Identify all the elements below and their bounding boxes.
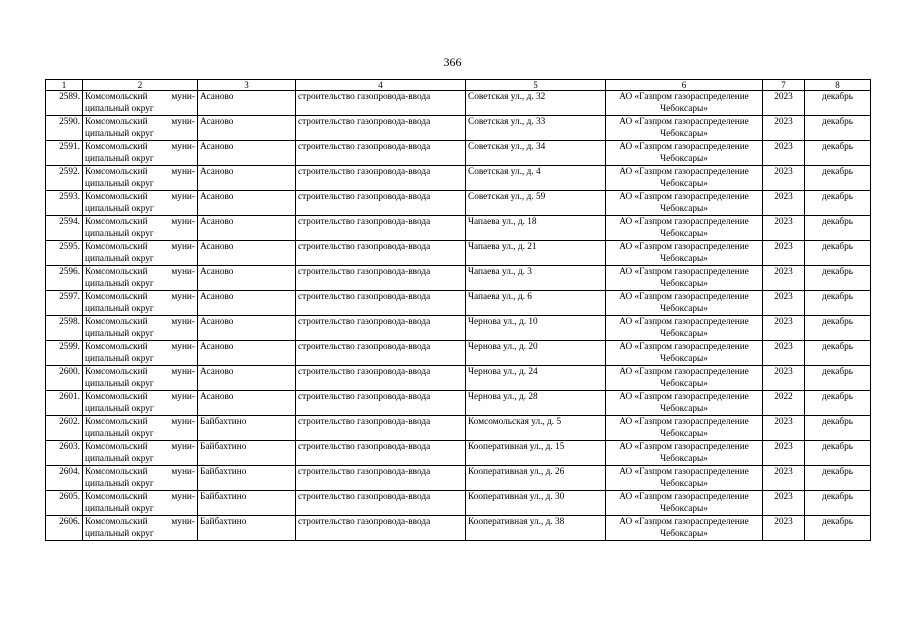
work-type-cell: строительство газопровода-ввода xyxy=(296,366,466,391)
district-hyphenated: муни- xyxy=(171,167,195,177)
work-type-cell: строительство газопровода-ввода xyxy=(296,191,466,216)
organization-cell xyxy=(606,141,763,166)
settlement-cell: Байбахтино xyxy=(198,516,296,541)
organization-cell xyxy=(606,391,763,416)
district-hyphenated: муни- xyxy=(171,417,195,427)
month-cell: декабрь xyxy=(805,291,871,316)
organization-cell xyxy=(606,216,763,241)
org-line1: АО «Газпром газораспределение xyxy=(619,292,749,302)
table-row xyxy=(46,341,871,366)
district-hyphenated: муни- xyxy=(171,442,195,452)
organization-cell xyxy=(606,416,763,441)
address-cell: Чернова ул., д. 24 xyxy=(466,366,606,391)
table-row xyxy=(46,441,871,466)
district-line2: ципальный округ xyxy=(85,329,154,339)
year-cell: 2023 xyxy=(763,341,805,366)
organization-cell xyxy=(606,516,763,541)
settlement-cell: Байбахтино xyxy=(198,466,296,491)
address-cell: Кооперативная ул., д. 30 xyxy=(466,491,606,516)
month-cell: декабрь xyxy=(805,316,871,341)
work-type-cell: строительство газопровода-ввода xyxy=(296,166,466,191)
address-cell: Кооперативная ул., д. 38 xyxy=(466,516,606,541)
org-line2: Чебоксары» xyxy=(660,429,708,439)
year-cell: 2023 xyxy=(763,91,805,116)
settlement-cell: Байбахтино xyxy=(198,441,296,466)
district-cell xyxy=(83,91,198,116)
month-cell: декабрь xyxy=(805,266,871,291)
org-line1: АО «Газпром газораспределение xyxy=(619,517,749,527)
work-type-cell: строительство газопровода-ввода xyxy=(296,466,466,491)
address-cell: Чапаева ул., д. 18 xyxy=(466,216,606,241)
district-hyphenated: муни- xyxy=(171,92,195,102)
year-cell: 2023 xyxy=(763,466,805,491)
org-line1: АО «Газпром газораспределение xyxy=(619,367,749,377)
settlement-cell: Асаново xyxy=(198,216,296,241)
address-cell: Комсомольская ул., д. 5 xyxy=(466,416,606,441)
settlement-cell: Асаново xyxy=(198,241,296,266)
org-line1: АО «Газпром газораспределение xyxy=(619,167,749,177)
district-hyphenated: муни- xyxy=(171,492,195,502)
district-cell xyxy=(83,216,198,241)
org-line1: АО «Газпром газораспределение xyxy=(619,442,749,452)
district-hyphenated: муни- xyxy=(171,517,195,527)
district-line2: ципальный округ xyxy=(85,454,154,464)
row-number: 2590. xyxy=(46,116,83,141)
settlement-cell: Асаново xyxy=(198,266,296,291)
row-number: 2595. xyxy=(46,241,83,266)
settlement-cell: Асаново xyxy=(198,391,296,416)
column-header: 6 xyxy=(606,80,763,91)
row-number: 2598. xyxy=(46,316,83,341)
org-line2: Чебоксары» xyxy=(660,104,708,114)
district-line2: ципальный округ xyxy=(85,104,154,114)
district-line2: ципальный округ xyxy=(85,379,154,389)
organization-cell xyxy=(606,266,763,291)
table-row xyxy=(46,291,871,316)
year-cell: 2023 xyxy=(763,516,805,541)
row-number: 2597. xyxy=(46,291,83,316)
district-cell xyxy=(83,316,198,341)
month-cell: декабрь xyxy=(805,191,871,216)
row-number: 2603. xyxy=(46,441,83,466)
year-cell: 2023 xyxy=(763,491,805,516)
org-line2: Чебоксары» xyxy=(660,229,708,239)
month-cell: декабрь xyxy=(805,391,871,416)
organization-cell xyxy=(606,366,763,391)
year-cell: 2023 xyxy=(763,291,805,316)
district-line2: ципальный округ xyxy=(85,304,154,314)
district-word: Комсомольский xyxy=(85,242,148,252)
org-line2: Чебоксары» xyxy=(660,254,708,264)
district-cell xyxy=(83,266,198,291)
organization-cell xyxy=(606,166,763,191)
month-cell: декабрь xyxy=(805,116,871,141)
address-cell: Чернова ул., д. 20 xyxy=(466,341,606,366)
org-line1: АО «Газпром газораспределение xyxy=(619,317,749,327)
table-row xyxy=(46,366,871,391)
district-word: Комсомольский xyxy=(85,342,148,352)
table-row xyxy=(46,491,871,516)
work-type-cell: строительство газопровода-ввода xyxy=(296,116,466,141)
work-type-cell: строительство газопровода-ввода xyxy=(296,441,466,466)
district-cell xyxy=(83,241,198,266)
district-hyphenated: муни- xyxy=(171,392,195,402)
district-word: Комсомольский xyxy=(85,317,148,327)
district-cell xyxy=(83,391,198,416)
district-line2: ципальный округ xyxy=(85,179,154,189)
org-line2: Чебоксары» xyxy=(660,304,708,314)
organization-cell xyxy=(606,241,763,266)
month-cell: декабрь xyxy=(805,466,871,491)
row-number: 2592. xyxy=(46,166,83,191)
organization-cell xyxy=(606,116,763,141)
month-cell: декабрь xyxy=(805,141,871,166)
organization-cell xyxy=(606,316,763,341)
column-header: 7 xyxy=(763,80,805,91)
organization-cell xyxy=(606,191,763,216)
district-cell xyxy=(83,466,198,491)
org-line1: АО «Газпром газораспределение xyxy=(619,192,749,202)
address-cell: Чапаева ул., д. 21 xyxy=(466,241,606,266)
address-cell: Советская ул., д. 59 xyxy=(466,191,606,216)
table-row xyxy=(46,391,871,416)
org-line2: Чебоксары» xyxy=(660,329,708,339)
district-word: Комсомольский xyxy=(85,167,148,177)
district-word: Комсомольский xyxy=(85,442,148,452)
district-hyphenated: муни- xyxy=(171,192,195,202)
org-line1: АО «Газпром газораспределение xyxy=(619,492,749,502)
org-line1: АО «Газпром газораспределение xyxy=(619,342,749,352)
work-type-cell: строительство газопровода-ввода xyxy=(296,491,466,516)
month-cell: декабрь xyxy=(805,166,871,191)
district-cell xyxy=(83,416,198,441)
work-type-cell: строительство газопровода-ввода xyxy=(296,416,466,441)
table-row xyxy=(46,91,871,116)
work-type-cell: строительство газопровода-ввода xyxy=(296,391,466,416)
district-hyphenated: муни- xyxy=(171,292,195,302)
district-line2: ципальный округ xyxy=(85,229,154,239)
table-row xyxy=(46,266,871,291)
address-cell: Советская ул., д. 32 xyxy=(466,91,606,116)
row-number: 2600. xyxy=(46,366,83,391)
district-line2: ципальный округ xyxy=(85,404,154,414)
district-line2: ципальный округ xyxy=(85,204,154,214)
column-header: 5 xyxy=(466,80,606,91)
address-cell: Советская ул., д. 4 xyxy=(466,166,606,191)
address-cell: Кооперативная ул., д. 26 xyxy=(466,466,606,491)
district-hyphenated: муни- xyxy=(171,142,195,152)
org-line1: АО «Газпром газораспределение xyxy=(619,467,749,477)
year-cell: 2023 xyxy=(763,266,805,291)
district-word: Комсомольский xyxy=(85,392,148,402)
year-cell: 2023 xyxy=(763,316,805,341)
table-row xyxy=(46,116,871,141)
address-cell: Кооперативная ул., д. 15 xyxy=(466,441,606,466)
column-header: 4 xyxy=(296,80,466,91)
organization-cell xyxy=(606,466,763,491)
column-header: 8 xyxy=(805,80,871,91)
district-cell xyxy=(83,366,198,391)
org-line2: Чебоксары» xyxy=(660,154,708,164)
organization-cell xyxy=(606,91,763,116)
org-line2: Чебоксары» xyxy=(660,404,708,414)
work-type-cell: строительство газопровода-ввода xyxy=(296,266,466,291)
district-word: Комсомольский xyxy=(85,267,148,277)
table-row xyxy=(46,516,871,541)
org-line1: АО «Газпром газораспределение xyxy=(619,242,749,252)
work-type-cell: строительство газопровода-ввода xyxy=(296,291,466,316)
address-cell: Чернова ул., д. 10 xyxy=(466,316,606,341)
district-word: Комсомольский xyxy=(85,292,148,302)
address-cell: Чернова ул., д. 28 xyxy=(466,391,606,416)
district-cell xyxy=(83,441,198,466)
org-line2: Чебоксары» xyxy=(660,179,708,189)
org-line2: Чебоксары» xyxy=(660,504,708,514)
table-header xyxy=(46,80,871,91)
year-cell: 2023 xyxy=(763,241,805,266)
work-type-cell: строительство газопровода-ввода xyxy=(296,91,466,116)
row-number: 2591. xyxy=(46,141,83,166)
org-line2: Чебоксары» xyxy=(660,454,708,464)
month-cell: декабрь xyxy=(805,366,871,391)
district-line2: ципальный округ xyxy=(85,254,154,264)
district-cell xyxy=(83,291,198,316)
table-body xyxy=(46,91,871,541)
settlement-cell: Байбахтино xyxy=(198,416,296,441)
district-line2: ципальный округ xyxy=(85,129,154,139)
year-cell: 2023 xyxy=(763,441,805,466)
table-row xyxy=(46,316,871,341)
org-line2: Чебоксары» xyxy=(660,479,708,489)
district-cell xyxy=(83,341,198,366)
address-cell: Чапаева ул., д. 6 xyxy=(466,291,606,316)
organization-cell xyxy=(606,441,763,466)
month-cell: декабрь xyxy=(805,416,871,441)
org-line2: Чебоксары» xyxy=(660,279,708,289)
district-hyphenated: муни- xyxy=(171,117,195,127)
address-cell: Чапаева ул., д. 3 xyxy=(466,266,606,291)
org-line1: АО «Газпром газораспределение xyxy=(619,392,749,402)
work-type-cell: строительство газопровода-ввода xyxy=(296,341,466,366)
district-hyphenated: муни- xyxy=(171,317,195,327)
year-cell: 2023 xyxy=(763,366,805,391)
year-cell: 2023 xyxy=(763,141,805,166)
table-row xyxy=(46,216,871,241)
year-cell: 2023 xyxy=(763,116,805,141)
org-line2: Чебоксары» xyxy=(660,129,708,139)
row-number: 2589. xyxy=(46,91,83,116)
district-cell xyxy=(83,141,198,166)
row-number: 2602. xyxy=(46,416,83,441)
settlement-cell: Асаново xyxy=(198,116,296,141)
header-row xyxy=(46,80,871,91)
district-hyphenated: муни- xyxy=(171,217,195,227)
address-cell: Советская ул., д. 33 xyxy=(466,116,606,141)
organization-cell xyxy=(606,491,763,516)
month-cell: декабрь xyxy=(805,516,871,541)
district-line2: ципальный округ xyxy=(85,479,154,489)
row-number: 2605. xyxy=(46,491,83,516)
district-line2: ципальный округ xyxy=(85,529,154,539)
organization-cell xyxy=(606,341,763,366)
year-cell: 2023 xyxy=(763,216,805,241)
org-line1: АО «Газпром газораспределение xyxy=(619,417,749,427)
row-number: 2596. xyxy=(46,266,83,291)
work-type-cell: строительство газопровода-ввода xyxy=(296,316,466,341)
district-word: Комсомольский xyxy=(85,192,148,202)
work-type-cell: строительство газопровода-ввода xyxy=(296,516,466,541)
row-number: 2606. xyxy=(46,516,83,541)
district-line2: ципальный округ xyxy=(85,354,154,364)
work-type-cell: строительство газопровода-ввода xyxy=(296,241,466,266)
table-row xyxy=(46,466,871,491)
settlement-cell: Байбахтино xyxy=(198,491,296,516)
row-number: 2604. xyxy=(46,466,83,491)
column-header: 1 xyxy=(46,80,83,91)
district-line2: ципальный округ xyxy=(85,429,154,439)
org-line1: АО «Газпром газораспределение xyxy=(619,267,749,277)
organization-cell xyxy=(606,291,763,316)
org-line1: АО «Газпром газораспределение xyxy=(619,117,749,127)
district-word: Комсомольский xyxy=(85,367,148,377)
month-cell: декабрь xyxy=(805,216,871,241)
settlement-cell: Асаново xyxy=(198,91,296,116)
settlement-cell: Асаново xyxy=(198,166,296,191)
district-word: Комсомольский xyxy=(85,92,148,102)
settlement-cell: Асаново xyxy=(198,341,296,366)
district-cell xyxy=(83,491,198,516)
month-cell: декабрь xyxy=(805,491,871,516)
district-word: Комсомольский xyxy=(85,517,148,527)
district-hyphenated: муни- xyxy=(171,267,195,277)
work-type-cell: строительство газопровода-ввода xyxy=(296,141,466,166)
org-line1: АО «Газпром газораспределение xyxy=(619,217,749,227)
work-type-cell: строительство газопровода-ввода xyxy=(296,216,466,241)
district-word: Комсомольский xyxy=(85,492,148,502)
district-line2: ципальный округ xyxy=(85,154,154,164)
row-number: 2599. xyxy=(46,341,83,366)
settlement-cell: Асаново xyxy=(198,291,296,316)
row-number: 2593. xyxy=(46,191,83,216)
month-cell: декабрь xyxy=(805,341,871,366)
column-header: 2 xyxy=(83,80,198,91)
row-number: 2601. xyxy=(46,391,83,416)
org-line2: Чебоксары» xyxy=(660,354,708,364)
row-number: 2594. xyxy=(46,216,83,241)
year-cell: 2023 xyxy=(763,416,805,441)
org-line2: Чебоксары» xyxy=(660,204,708,214)
month-cell: декабрь xyxy=(805,91,871,116)
month-cell: декабрь xyxy=(805,441,871,466)
district-line2: ципальный округ xyxy=(85,279,154,289)
district-cell xyxy=(83,191,198,216)
settlement-cell: Асаново xyxy=(198,366,296,391)
settlement-cell: Асаново xyxy=(198,316,296,341)
table-row xyxy=(46,141,871,166)
district-cell xyxy=(83,516,198,541)
org-line1: АО «Газпром газораспределение xyxy=(619,92,749,102)
district-hyphenated: муни- xyxy=(171,467,195,477)
settlement-cell: Асаново xyxy=(198,141,296,166)
table-row xyxy=(46,191,871,216)
district-hyphenated: муни- xyxy=(171,367,195,377)
year-cell: 2023 xyxy=(763,166,805,191)
year-cell: 2023 xyxy=(763,191,805,216)
district-hyphenated: муни- xyxy=(171,342,195,352)
table-row xyxy=(46,241,871,266)
column-header: 3 xyxy=(198,80,296,91)
table-row xyxy=(46,416,871,441)
district-cell xyxy=(83,166,198,191)
year-cell: 2022 xyxy=(763,391,805,416)
district-line2: ципальный округ xyxy=(85,504,154,514)
district-word: Комсомольский xyxy=(85,217,148,227)
district-hyphenated: муни- xyxy=(171,242,195,252)
page-number: 366 xyxy=(443,55,462,69)
district-word: Комсомольский xyxy=(85,142,148,152)
org-line2: Чебоксары» xyxy=(660,379,708,389)
address-cell: Советская ул., д. 34 xyxy=(466,141,606,166)
district-word: Комсомольский xyxy=(85,117,148,127)
district-word: Комсомольский xyxy=(85,467,148,477)
district-word: Комсомольский xyxy=(85,417,148,427)
district-cell xyxy=(83,116,198,141)
registry-table xyxy=(45,79,871,541)
org-line1: АО «Газпром газораспределение xyxy=(619,142,749,152)
table-row xyxy=(46,166,871,191)
month-cell: декабрь xyxy=(805,241,871,266)
org-line2: Чебоксары» xyxy=(660,529,708,539)
settlement-cell: Асаново xyxy=(198,191,296,216)
